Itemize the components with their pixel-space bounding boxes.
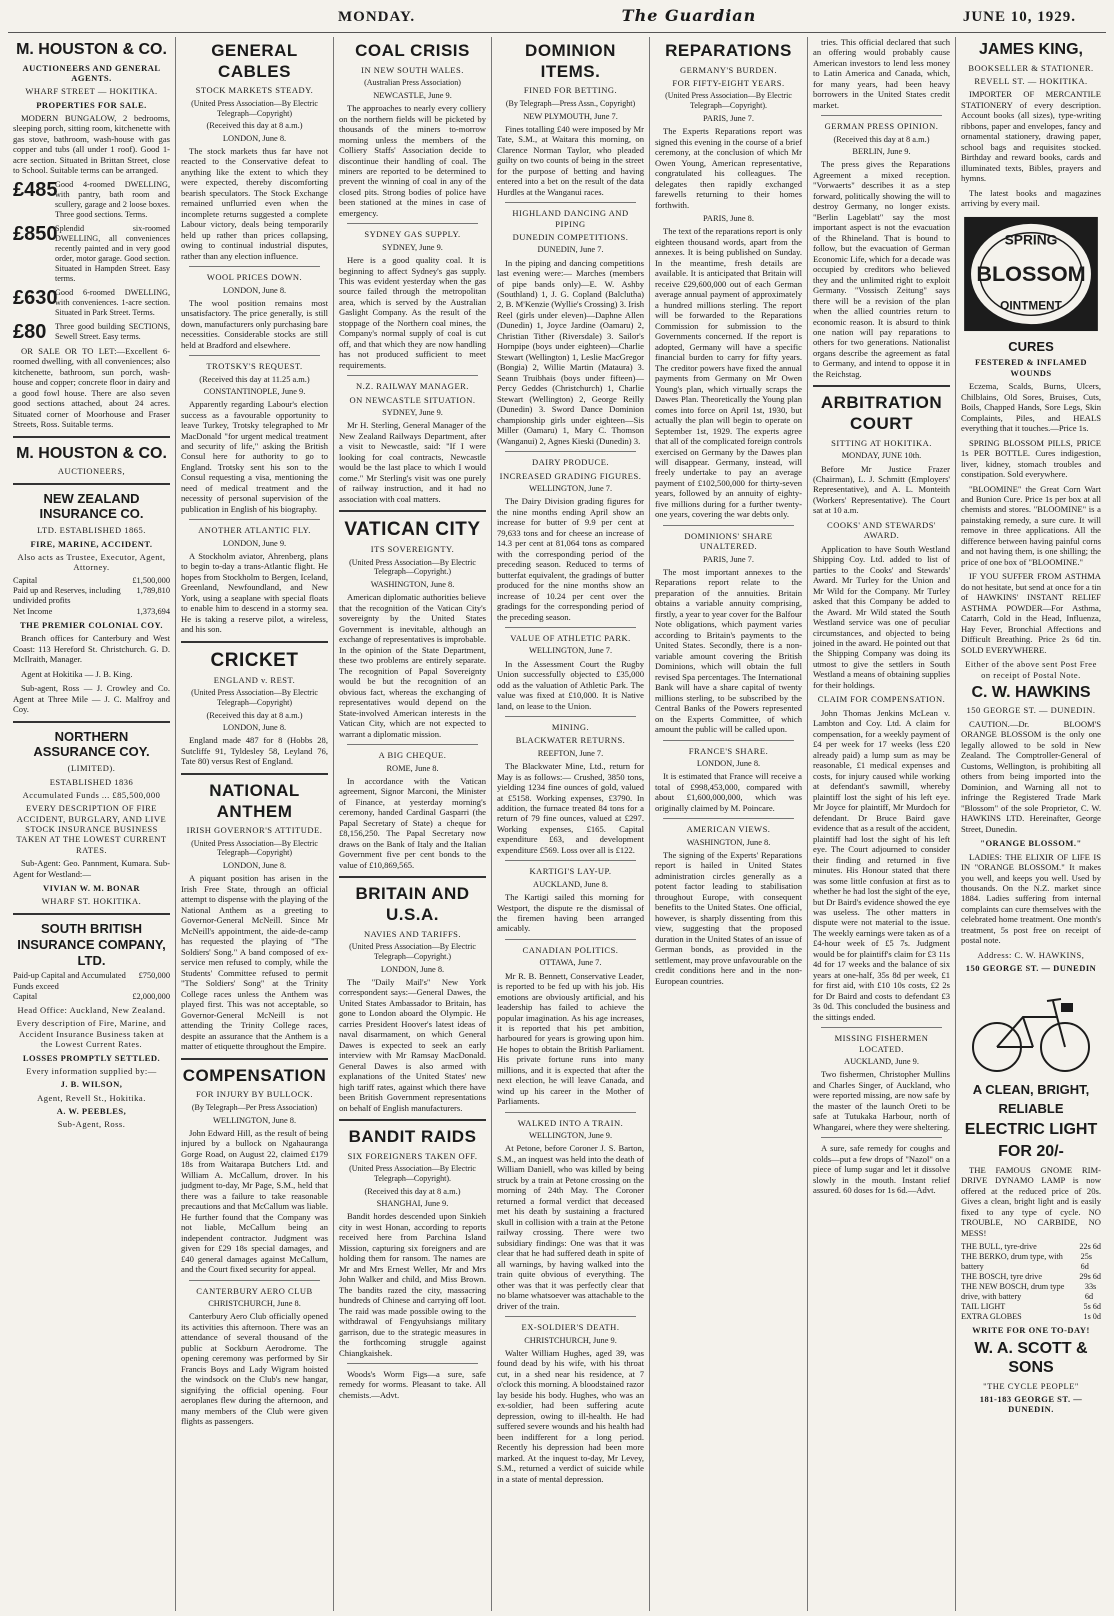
article-text: The approaches to nearly every colliery on the northern fields will be picketed by thousands of the miners to-morrow morning unless the members of the Colliery Staffs' Association decide to discontinue their handling of coal. The miners are reported to be determined to prevent the winning of coal in any of the closed pits. Strong bodies of police have been stationed at the mines in case of emergency.: [339, 103, 486, 218]
bloomine-text: "BLOOMINE" the Great Corn Wart and Bunion Cure. Price 1s per box at all chemists and stores. "BLOOMINE" is a painstaking remedy, a sure cure. It will remove in three applications. All the difference between having painful corns and not having them, is one shilling; the price of one box of "BLOOMINE.": [961, 483, 1101, 567]
price-row: [961, 1242, 1101, 1252]
orange-blossom: "ORANGE BLOSSOM.": [980, 838, 1082, 849]
divider: [821, 1137, 942, 1138]
dateline: CHRISTCHURCH, June 9.: [524, 1335, 617, 1345]
dateline: DUNEDIN, June 7.: [537, 245, 604, 255]
dateline: OTTAWA, June 7.: [539, 958, 602, 968]
subhead: FINED FOR BETTING.: [523, 85, 618, 96]
dateline: CHRISTCHURCH, June 8.: [208, 1298, 301, 1308]
hawkins-name: C. W. HAWKINS: [971, 683, 1091, 701]
divider: [13, 483, 170, 485]
agency-credit: (United Press Association—By Electric Telegraph—Copyright): [191, 838, 318, 858]
subhead: ENGLAND v. REST.: [213, 675, 296, 686]
scott-title: W. A. SCOTT & SONS: [974, 1339, 1088, 1377]
subhead: WALKED INTO A TRAIN.: [517, 1117, 624, 1128]
divider: [505, 860, 636, 861]
article-text: American diplomatic authorities believe that the recognition of the Vatican City's sovereignty by the United States Government is inevitable, although an exchange of representatives is improbable. In the opinion of the State Department, these two problems are entirely separate. The recognition of Papal Sovereignty would be but the recognition of an obvious fact, whereas the exchanging of representatives would depend on the State-involved American interests in the Vatican City, which are not expected to warrant a diplomatic mission.: [339, 592, 486, 739]
finance-row: [13, 607, 170, 617]
price-item: TAIL LIGHT: [961, 1302, 1006, 1312]
subhead: N.Z. RAILWAY MANAGER.: [356, 381, 469, 392]
agency-credit: (United Press Association—By Electric Telegraph—Copyright).: [665, 91, 792, 111]
price-row: [961, 1302, 1101, 1312]
dateline: PARIS, June 7.: [703, 113, 754, 123]
divider: [181, 1058, 328, 1060]
price-value: 1s 0d: [1083, 1312, 1101, 1322]
article-text: Application to have South Westland Shipping Coy. Ltd. added to list of parties to the Cooks' and Stewards' Award. Mr Turley for the Union and Mr Wild for the Company. Mr Turley asked that this Company be added to the Award. Mr Wild stated the South Westland service was one of peculiar circumstances, and objected to being joined in the award. He pointed out that the Shipping Company was doing its utmost to give the settlers in South Westland a means of obtaining supplies for their holdings.: [813, 543, 950, 690]
price-item: THE NEW BOSCH, drum type drive, with battery: [961, 1282, 1065, 1302]
cures-title: CURES: [1008, 338, 1054, 354]
article-text: The Dairy Division grading figures for the nine months ending April show an increase for butter of 9.9 per cent at 79,633 tons and for cheese an increase of 14.3 per cent at 81,064 tons as compared with the corresponding period of the preceding season. Reduced to terms of butterfat equivalent, the gradings of butter produced for the nine months show an increase of 10.24 per cent over the gradings for the corresponding period of the preceding season.: [497, 496, 644, 622]
divider: [347, 223, 478, 224]
article-text: A piquant position has arisen in the Irish Free State, through an official attempt to dispense with the playing of the National Anthem as a greeting to Governor-General McNeill. Since Mr McNeill's appointment, the aide-de-camp has requested the playing of "The Soldiers' Song." A band composed of ex-service men refused to comply, while the Students' Committee refused to permit "The Soldiers' Song" at the Trinity College races unless the Anthem was played first. This was not acceptable, so Governor-General McNeill is not attending the Trinity College races, despite an assurance that the Anthem is a matter of etiquette throughout the Empire.: [181, 873, 328, 1052]
price-item: THE BULL, tyre-drive: [961, 1242, 1037, 1252]
divider: [663, 525, 794, 526]
scott-address: 181-183 GEORGE ST. — DUNEDIN.: [979, 1393, 1083, 1415]
price-item: THE BERKO, drum type, with battery: [961, 1252, 1063, 1272]
spring-blossom-stamp: [961, 215, 1101, 333]
spring-blossom-stamp-icon: [962, 215, 1100, 333]
northern-limited: (LIMITED).: [67, 763, 116, 774]
subhead: COOKS' AND STEWARDS' AWARD.: [827, 519, 936, 541]
northern-established: ESTABLISHED 1836: [49, 776, 134, 787]
divider: [339, 510, 486, 512]
finance-label: Paid up and Reserves, including undivided profits: [13, 586, 121, 606]
divider: [505, 202, 636, 203]
received-line: (Received this day at 8 a.m.): [833, 134, 930, 144]
nz-insurance-kind: FIRE, MARINE, ACCIDENT.: [30, 538, 153, 549]
dateline: SHANGHAI, June 9.: [376, 1198, 449, 1208]
address-line-2: 150 GEORGE ST. — DUNEDIN: [965, 963, 1097, 974]
finance-value: 1,373,694: [136, 606, 170, 616]
divider: [663, 740, 794, 741]
advert-worm-figs: Woods's Worm Figs—a sure, safe remedy for worms. Pleasant to take. All chemists.—Advt.: [339, 1368, 486, 1400]
dateline: WASHINGTON, June 8.: [686, 837, 771, 847]
headline-arbitration-court: ARBITRATION COURT: [820, 393, 943, 434]
subhead: DAIRY PRODUCE.: [531, 457, 610, 468]
finance-row: [13, 576, 170, 586]
headline-bandit-raids: BANDIT RAIDS: [348, 1127, 477, 1147]
article-text: The wool position remains most unsatisfactory. The price generally, is still down, manufacturers only purchasing bare necessities. Considerable stocks are still held at Bradford and elsewhere.: [181, 297, 328, 350]
article-text: The Experts Reparations report was signed this evening in the course of a brief ceremony, at the conclusion of which Mr Owen Young, American representative, congratulated his colleagues. The delegates then rapidly exchanged farewells returning to their homes forthwith.: [655, 126, 802, 210]
price-value: 33s 6d: [1084, 1282, 1097, 1302]
masthead-date: JUNE 10, 1929.: [962, 9, 1076, 25]
houston-title-2: M. HOUSTON & CO.: [16, 444, 167, 462]
headline-dominion-items: DOMINION ITEMS.: [525, 41, 616, 81]
article-text: The most important annexes to the Reparations report relate to the preparation of the annuities. Britain obtains a variable annuity comprising, firstly, a year to year cover for the Balfour Note obligations, which payment varies according to Britain's payments to the United States. Secondly, there is a non-variable amount covering the British Dominions, which will obtain the full revised Spa percentages. The International Bank will have a share capital of twenty millions sterling, to be subscribed by the Central Banks of the Powers represented on the Experts Committee, of which amount the public will be called upon.: [655, 566, 802, 735]
branch-offices: Branch offices for Canterbury and West Coast: 113 Hereford St. Christchurch. G. D. McIlraith, Manager.: [13, 633, 170, 665]
dateline: NEW PLYMOUTH, June 7.: [523, 111, 618, 121]
article-continued: tries. This official declared that such an offering would probably cause American investors to lend less money to Latin America and Canada, which, for many years, had been heavy borrowers in the United States credit market.: [813, 37, 950, 110]
divider: [505, 451, 636, 452]
headline-cricket: CRICKET: [210, 649, 299, 671]
divider: [339, 876, 486, 878]
masthead: [8, 6, 1106, 33]
subhead: IN NEW SOUTH WALES.: [361, 64, 464, 75]
subhead: INCREASED GRADING FIGURES.: [499, 470, 642, 481]
article-text: At Petone, before Coroner J. S. Barton, S.M., an inquest was held into the death of William Daniell, who was killed by being struck by a train at Petone crossing on the morning of 24th May. The Coroner returned a formal verdict that deceased met his death by sustaining a fractured skull in collision with a train at the Petone railway crossing. There were two subsidiary findings: One was that it was clear that he had suffered death in spite of all warnings, by having walked into the train quite obvious of everything. The other was that it was perfectly clear that no blame whatsoever was attachable to the driver of the train.: [497, 1143, 644, 1311]
divider: [189, 1280, 320, 1281]
divider: [181, 773, 328, 775]
listing-2: [13, 224, 170, 284]
houston-address: WHARF STREET — HOKITIKA.: [25, 86, 158, 97]
sbi-description: Every description of Fire, Marine, and Accident Insurance Business taken at the Lowest Current Rates.: [16, 1018, 167, 1050]
dateline: WELLINGTON, June 9.: [528, 1131, 613, 1141]
article-text: A Stockholm aviator, Ahrenberg, plans to begin to-day a trans-Atlantic flight. He hopes from Stockholm to Bergen, Iceland, Greenland, Newfoundland, and New York, using a seaplane with special floats to enable him to descend in a stormy sea. He is taking a reserve pilot, a wireless, and his son.: [181, 550, 328, 635]
subhead: NAVIES AND TARIFFS.: [363, 928, 462, 939]
received-line: (Received this day at 8 a.m.): [206, 121, 303, 131]
bonar-address: WHARF ST. HOKITIKA.: [41, 896, 142, 907]
cures-head: FESTERED & INFLAMED WOUNDS: [975, 357, 1087, 378]
price-row: [961, 1272, 1101, 1282]
south-british-title: SOUTH BRITISH INSURANCE COMPANY, LTD.: [17, 920, 166, 968]
article-text: In the Assessment Court the Rugby Union successfully objected to £35,000 odd as the valuation of Athletic Park. The value was fixed at £10,000. It is Native land, on lease to the Union.: [497, 658, 644, 711]
subhead: A BIG CHEQUE.: [378, 750, 447, 761]
finance-value: 1,789,810: [136, 586, 170, 596]
listing-price: £485: [13, 178, 58, 201]
divider: [821, 115, 942, 116]
nz-insurance-trustee: Also acts as Trustee, Executor, Agent, Attorney.: [17, 552, 166, 573]
listing-1: [13, 180, 170, 220]
headline-britain-usa: BRITAIN AND U.S.A.: [355, 884, 470, 924]
article-text: The "Daily Mail's" New York correspondent says:—General Dawes, the United States Ambassador to Britain, has gone to London aboard the Olympic. He carries President Hoover's latest ideas of naval disarmament, on which General Dawes is expected to seek an early interview with Mr Ramsay MacDonald. General Dawes is also armed with explanations of the United States' new high tariff rates, against which there have been British Government representations on behalf of English manufacturers.: [339, 976, 486, 1113]
scott-role: "THE CYCLE PEOPLE": [983, 1380, 1079, 1391]
subhead: SITTING AT HOKITIKA.: [831, 437, 932, 448]
finance-row: [13, 586, 170, 607]
article-text: It is estimated that France will receive a total of £998,453,000, compared with about £1,600,000,000, which was originally claimed by M. Poincare.: [655, 771, 802, 813]
headline-national-anthem: NATIONAL ANTHEM: [209, 780, 300, 821]
houston-title: M. HOUSTON & CO.: [16, 41, 167, 58]
northern-description: EVERY DESCRIPTION OF FIRE ACCIDENT, BURGLARY, AND LIVE STOCK INSURANCE BUSINESS TAKEN AT THE LOWEST CURRENT RATES.: [16, 803, 167, 855]
listing-text: Good 4-roomed DWELLING, with pantry, bath room and scullery, garage and 2 loose boxes. Three good sections. Terms.: [55, 179, 170, 219]
subhead: BLACKWATER RETURNS.: [515, 735, 626, 746]
finance-row: [13, 971, 170, 992]
divider: [181, 641, 328, 643]
sbi-agent-1: J. B. WILSON,: [60, 1079, 123, 1090]
dateline: LONDON, June 8.: [380, 964, 445, 974]
divider: [505, 716, 636, 717]
sbi-agent-2-address: Sub-Agent, Ross.: [57, 1119, 126, 1130]
subhead: CLAIM FOR COMPENSATION.: [817, 694, 946, 705]
divider: [347, 375, 478, 376]
northern-title: NORTHERN ASSURANCE COY.: [33, 728, 150, 760]
article-text: Mr R. B. Bennett, Conservative Leader, is reported to be fed up with his job. His emotions are obviously artificial, and his leadership has failed to achieve the popular imagination. As his age increases, it is reported that his pet ambition, harboured for years is growing upon him. He hopes to obtain the British Parliament. His private fortune runs into many millions, and it is expected that after the next election, he will leave Canada, and wind up his career in the Mother of Parliaments.: [497, 970, 644, 1107]
divider: [347, 1363, 478, 1364]
divider: [13, 913, 170, 915]
price-value: 5s 6d: [1083, 1302, 1101, 1312]
nz-insurance-title: NEW ZEALAND INSURANCE CO.: [39, 490, 144, 522]
dateline: LONDON, June 8.: [222, 861, 287, 871]
listing-text: Splendid six-roomed DWELLING, all conveniences recently painted and in very good order, motor garage. Good section. Situated in Hampden Street. Easy terms.: [55, 223, 170, 283]
divider: [189, 266, 320, 267]
price-item: THE BOSCH, tyre drive: [961, 1272, 1042, 1282]
divider: [339, 1119, 486, 1121]
write-today: WRITE FOR ONE TO-DAY!: [972, 1325, 1090, 1336]
houston-role-2: AUCTIONEERS,: [57, 466, 126, 477]
subhead: EX-SOLDIER'S DEATH.: [521, 1322, 620, 1333]
dateline: MONDAY, JUNE 10th.: [841, 451, 922, 461]
agency-credit: (United Press Association—By Electric Telegraph—Copyright): [191, 688, 318, 708]
light-head-2: RELIABLE: [998, 1100, 1064, 1116]
article-text: The Blackwater Mine, Ltd., return for May is as follows:— Crushed, 3850 tons, yielding 1234 fine ounces of gold, valued at £5158. Working expenses, £3790. In addition, the furnace treated 84 tons for a return of 79 fine ounces, valued at £297. Working expenses, £165. Capital expenditure £63, and development expenditure £569. Loss over all is £122.: [497, 761, 644, 855]
listing-4: [13, 322, 170, 342]
agency-credit: (By Telegraph—Press Assn., Copyright): [505, 98, 636, 108]
column-3: [334, 37, 492, 1611]
agency-credit: (United Press Association—By Electric Telegraph—Copyright).: [349, 1164, 476, 1183]
bonar-name: VIVIAN W. M. BONAR: [42, 883, 141, 894]
headline-reparations: REPARATIONS: [665, 41, 792, 60]
nz-insurance-est: LTD. ESTABLISHED 1865.: [37, 525, 146, 536]
divider: [13, 721, 170, 723]
columns: [8, 37, 1106, 1611]
subhead: VALUE OF ATHLETIC PARK.: [510, 633, 631, 644]
sbi-supply: Every information supplied by:—: [26, 1065, 157, 1076]
subhead: MINING.: [551, 722, 590, 733]
listing-text: Three good building SECTIONS, Sewell Street. Easy terms.: [55, 321, 170, 341]
king-text: IMPORTER OF MERCANTILE STATIONERY of every description. Account books (all sizes), type-writing ribbons, paper and envelopes, fancy and ornamental stationery, drawing paper, school bags and requisites stocked. Birthday and reward books, cards and illuminated texts, Bibles, prayers and hymns.: [961, 89, 1101, 184]
article-text: Canterbury Aero Club officially opened its activities this afternoon. There was an attendance of several thousand of the public at Sockburn Aerodrome. The opening ceremony was performed by Sir Francis Boys and Lady Wigram hoisted the windsock on the Club's new hangar, signifying the official opening. Four aeroplanes flew during the afternoon, and many members of the Club were given flights as passengers.: [181, 1311, 328, 1426]
subhead: TROTSKY'S REQUEST.: [206, 361, 303, 372]
article-text: John Edward Hill, as the result of being injured by a bullock on Ngahauranga Gorge Road, on August 22, claimed £179 18s from Waitarapa Butchers Ltd. and William A. McCallum, drover. In his judgment to-day, Mr Page, S.M., held that there was a failure to take reasonable precautions and that McCallum was liable. He further found that the Company was not liable, McCallum being an independent contractor. Judgment was given for £29 18s special damages, and £40 general damages against McCallum, and the Court fixed security for appeal.: [181, 1127, 329, 1275]
article-text: Bandit hordes descended upon Sinkieh city in west Honan, according to reports received here from Parchina Island Mission, capturing six foreigners and are holding them for ransom. The names are Mr and Mrs Ernest Weller, Mr and Mrs John Walker and child, and Miss Brown. The bandits razed the city, massacring hundreds of Chinese and carrying off loot. The raid was made possible owing to the withdrawal of Fengyuhsiangs military garrison, due to the strategic measures in the forthcoming struggle against Chiangkaishek.: [339, 1211, 486, 1358]
column-4: [492, 37, 650, 1611]
listing-text: Good 6-roomed DWELLING, with conveniences. 1-acre section. Situated in Park Street. Terms.: [55, 287, 170, 317]
agency-credit: (Australian Press Association): [364, 78, 461, 88]
finance-value: £750,000: [138, 971, 170, 981]
headline-coal-crisis: COAL CRISIS: [355, 41, 470, 60]
article-text: Apparently regarding Labour's election success as a favourable opportunity to leave Turkey, Trotsky telegraphed to Mr MacDonald "for urgent medical treatment and security of life," asking the British Consul here for authority to go to England. Trotsky sent his son to the Consul requesting a visa, mentioning the need of medical treatment and the necessity of personal supervision of the publication in English of his biography.: [181, 399, 328, 514]
cures-text: Eczema, Scalds, Burns, Ulcers, Chilblains, Old Sores, Bruises, Cuts, Boils, Chapped Hands, Sore Legs, Skin Complaints, Piles, and HEALS everything that it touches.—Price 1s.: [961, 381, 1101, 434]
received-line: (Received this day at 11.25 a.m.): [199, 374, 310, 384]
divider: [663, 818, 794, 819]
price-value: 22s 6d: [1079, 1242, 1101, 1252]
article-text: Mr H. Sterling, General Manager of the New Zealand Railways Department, after a visit to Newcastle, said: "If I were looking for coal contracts, Newcastle would be the last place to which I would come." Mr Sterling's visit was one purely of railway instruction, and it had no association with coal matters.: [339, 420, 486, 504]
divider: [505, 627, 636, 628]
subhead: ANOTHER ATLANTIC FLY.: [198, 525, 311, 536]
subhead: WOOL PRICES DOWN.: [206, 272, 303, 283]
divider: [347, 744, 478, 745]
column-5: [650, 37, 808, 1611]
article-text: In the piping and dancing competitions last evening were:— Marches (members of pipe bands only)—E. W. Ashby (Southland) 1, J. G. Copland (Balclutha) 2, B. M'Kenzie (Wyllie's Crossing) 3. Irish Reel (girls under eleven)—Daphne Allen (Dunedin) 1, Joyce Jardine (Oamaru) 2, Christian Tither (Riversdale) 3. Sailor's Hornpipe (boys under eighteen)—Charlie Stewart (Wellington) 1, Leslie MacGregor (Bongia) 2, Willie Martin (Mataura) 3. Seann Truibhais (boys under fifteen)—Percy Geddes (Christchurch) 1, Charlie Stewart (Wellington) 2, George Reilly (Dunedin) 3. Sword Dance Dominion championship girls under eighteen—Sis Miller (Oamaru) 1, Mary C. Thomson (Wanganui) 2, Agnes Kieski (Dunedin) 3.: [497, 257, 644, 446]
received-line: (Received this day at 8 a.m.): [206, 710, 303, 720]
address-line: Address: C. W. HAWKINS,: [977, 949, 1085, 960]
advert-nazol: A sure, safe remedy for coughs and colds—put a few drops of "Nazol" on a piece of lump sugar and let it dissolve slowly in the mouth. Instant relief assured. 60 doses for 1s 6d.—Advt.: [813, 1143, 950, 1196]
article-text: The signing of the Experts' Reparations report is hailed in United States administration circles generally as a potent factor leading to stabilisation throughout Europe, with consequent benefits to the United States. One official, however, is sharply dissenting from this view, suggesting that the proposed duration in the United States of an issue of German bonds, as provided in the settlement, may prove unfavourable on the credit conditions here and in the non-European countries.: [655, 849, 803, 986]
divider: [189, 519, 320, 520]
price-row: [961, 1252, 1101, 1272]
price-value: 29s 6d: [1079, 1272, 1101, 1282]
agent-hokitika: Agent at Hokitika — J. B. King.: [21, 668, 133, 679]
bungalow-listing: MODERN BUNGALOW, 2 bedrooms, sleeping porch, sitting room, kitchenette with gas stove, bathroom, wash-house with gas copper and tubs (all under 1 roof). Good 1-acre section. Situated in Brittan Street, close to School. Suitable terms can be arranged.: [13, 112, 170, 176]
king-role: BOOKSELLER & STATIONER.: [968, 62, 1094, 73]
subhead: FOR INJURY BY BULLOCK.: [195, 1089, 314, 1100]
subhead: DOMINIONS' SHARE UNALTERED.: [684, 530, 773, 552]
subhead: SYDNEY GAS SUPPLY.: [364, 229, 461, 240]
column-7: [956, 37, 1106, 1611]
article-text: The stock markets thus far have not reacted to the Conservative defeat to anything like the extent to which they were expected, thereby discomforting bearish speculators. The Stock Exchange remained unflurried even when the incomplete returns suggested a complete Labour victory, deals being temporarily held up rather than prices collapsing, owing to continual industrial disputes, rather than any election influence.: [181, 145, 328, 261]
bicycle-lamp-illustration: [961, 977, 1101, 1079]
subhead: CANADIAN POLITICS.: [522, 944, 619, 955]
divider: [13, 436, 170, 438]
subhead: DUNEDIN COMPETITIONS.: [512, 231, 629, 242]
article-text: Walter William Hughes, aged 39, was found dead by his wife, with his throat cut, in a shed near his residence, at 7 o'clock this morning. A bloodstained razor lay beside his body. Hughes, who was an ex-soldier, had been suffering acute depression, owing to ill-health. He had suffered severe wounds and his health had been indifferent for a long period. Recently his depression had been more marked. At the inquest to-day, Mr Levey, S.M., returned a verdict of suicide while in a state of mental depression.: [497, 1347, 644, 1484]
masthead-day: MONDAY.: [338, 9, 416, 25]
article-text: Two fishermen, Christopher Mullins and Charles Singer, of Auckland, who were reported missing, are now safe by the master of the launch Oreti to be safe at Tutukaka Harbour, north of Whangarei, where they were sheltering.: [813, 1069, 950, 1132]
masthead-paper-name: The Guardian: [621, 6, 757, 25]
northern-agents: Sub-Agent: Geo. Pannment, Kumara. Sub-Agent for Westland:—: [13, 858, 170, 879]
dateline: SYDNEY, June 9.: [382, 242, 443, 252]
dateline: AUCKLAND, June 9.: [844, 1057, 919, 1067]
asthma-text: IF YOU SUFFER FROM ASTHMA do not hesitate, but send at once for a tin of HAWKINS' INSTANT RELIEF ASTHMA POWDER—For Asthma, Catarrh, Cold in the Head, Influenza, Hay Fever, Bronchial Affections and Difficult Breathing. Price 2s 6d tin. SOLD EVERYWHERE.: [961, 571, 1101, 655]
dateline: WASHINGTON, June 8.: [370, 580, 455, 590]
sbi-agent-2: A. W. PEEBLES,: [56, 1106, 127, 1116]
sbi-head-office: Head Office: Auckland, New Zealand.: [17, 1005, 166, 1016]
ladies-text: LADIES: THE ELIXIR OF LIFE IS IN "ORANGE BLOSSOM." It makes you well, and keeps you well. Used by thousands. On the N.Z. market since 1884. Ladies suffering from internal complaints can cure themselves with the celebrated home treatment. One month's treatment, 5s post free on receipt of postal note.: [961, 851, 1101, 946]
light-head-1: A CLEAN, BRIGHT,: [972, 1082, 1090, 1098]
article-text: England made 487 for 8 (Hobbs 28, Sutcliffe 91, Tyldesley 58, Leyland 76, Tate 80) versus Rest of England.: [181, 735, 328, 767]
headline-vatican-city: VATICAN CITY: [344, 519, 481, 541]
article-text: The Kartigi sailed this morning for Westport, the dispute re the dismissal of the firemen having been arranged amicably.: [497, 892, 644, 934]
subhead: GERMAN PRESS OPINION.: [824, 121, 939, 132]
column-1: [8, 37, 176, 1611]
price-value: 25s 6d: [1080, 1252, 1092, 1272]
article-text: In accordance with the Vatican agreement, Signor Marconi, the Minister of Finance, at yesterday morning's ceremony, handed Cardinal Gasparri (the Papal Secretary of State) a cheque for £8,156,250. The Papal Secretary now draws on the Bank of Italy and the Italian Government five per cent bonds to the value of £10,869,565.: [339, 775, 486, 870]
dateline: LONDON, June 9.: [222, 538, 287, 548]
lamp-price-list: [961, 1242, 1101, 1322]
asthma-post: Either of the above sent Post Free on receipt of Postal Note.: [965, 659, 1097, 680]
article-text: John Thomas Jenkins McLean v. Lambton and Coy. Ltd. A claim for compensation, for a weekly payment of £4 per week for 17 weeks (less £20 already paid) a lump sum as may be reasonable, £1 medical expenses and costs, for injury caused while working at defendant's sawmill, whereby plaintiff lost the sight of his left eye. Mr Joyce for plaintiff, Mr Murdoch for defendant. Dr Bruce Baird gave evidence that as a result of the accident, plaintiff had lost the sight of his left eye. The Court adjourned to consider their finding and returned in five minutes. His Honour stated that there was some little confusion at first as to whether he had lost the sight of the eye, but Dr Baird's evidence showed the eye was useless. The other matters in dispute were not material to the issue. The weekly earnings were taken as of a £4-hour week of £5 7s. Judgment would be for plaintiff's claim for £3 11s 4d for 17 weeks and the balance of six years at one-half, 35s 8d per week, £1 for first aid, with £10 10s costs, £2 2s for Dr Baird and costs to defendant £3 3s 0d. This concluded the business and the sittings ended.: [813, 707, 950, 1022]
dateline: WELLINGTON, June 7.: [528, 646, 613, 656]
subhead: HIGHLAND DANCING AND PIPING: [512, 208, 629, 229]
dateline: LONDON, June 8.: [222, 285, 287, 295]
houston-role: AUCTIONEERS AND GENERAL AGENTS.: [22, 62, 161, 83]
subhead: ON NEWCASTLE SITUATION.: [349, 394, 476, 405]
dateline: ROME, June 8.: [386, 763, 439, 773]
headline-compensation: COMPENSATION: [182, 1065, 327, 1085]
subhead: STOCK MARKETS STEADY.: [195, 85, 314, 96]
stamp-top-text: SPRING: [1004, 232, 1058, 248]
finance-value: £2,000,000: [132, 991, 170, 1001]
article-text: The text of the reparations report is only eighteen thousand words, apart from the annexes. It is being published on Sunday. In the meantime, fresh details are available. It is anticipated that Britain will receive £29,600,000 out of each German average annual payment of approximately a hundred millions sterling. The report will be forwarded to the Reparations Commission for submission to the Governments concerned. If the report is adopted, Germany will have a specific financial burden to carry for fifty years. The creditor powers have fixed the annual payments from Germany on Mr Owen Young's plan, which virtually scraps the Dawes Plan. Theoretically the Young plan comes into force on April 1st, 1930, but actually the plan will begin to operate on September 1st, 1929. The experts agree that all of the complicated foreign controls exercised on Germany by the Dawes plan will disappear. Germany, instead, will freely undertake to pay an average payment of £102,500,000 for thirty-seven years, followed by an annuity of eighty-five millions during for a further twenty-one years, covering the war debts only.: [655, 226, 802, 520]
price-row: [961, 1312, 1101, 1322]
king-note: The latest books and magazines arriving by every mail.: [961, 187, 1101, 209]
agency-credit: (By Telegraph—Per Press Association): [191, 1102, 318, 1112]
dateline: PARIS, June 8.: [703, 214, 754, 224]
subhead: MISSING FISHERMEN LOCATED.: [834, 1033, 929, 1054]
subhead: FRANCE'S SHARE.: [688, 745, 769, 756]
headline-general-cables: GENERAL CABLES: [211, 41, 298, 81]
dateline: WELLINGTON, June 7.: [528, 483, 613, 493]
divider: [505, 1316, 636, 1317]
sub-agents: Sub-agent, Ross — J. Crowley and Co. Agent at Three Mile — J. C. Malfroy and Coy.: [13, 683, 170, 715]
dateline: CONSTANTINOPLE, June 9.: [203, 386, 306, 396]
divider: [505, 1112, 636, 1113]
sbi-losses: LOSSES PROMPTLY SETTLED.: [22, 1052, 161, 1063]
stamp-bottom-text: OINTMENT: [1000, 297, 1062, 312]
premier-colonial: THE PREMIER COLONIAL COY.: [19, 619, 163, 630]
article-text: Here is a good quality coal. It is beginning to affect Sydney's gas supply. This was evident yesterday when the gas source failed through the metropolitan area, which is served by the Australian Gaslight Company. As the result of the stoppage of the Northern coal mines, the Company's normal supply of coal is cut off, and that which they are now handling has not produced sufficient to meet requirements.: [339, 255, 486, 370]
king-title: JAMES KING,: [978, 41, 1083, 58]
caution-text: CAUTION.—Dr. BLOOM'S ORANGE BLOSSOM is the only one legally allowed to be sold in New Zealand. The Comptroller-General of Customs, Wellington, is prohibiting all others from being imported into the Dominion, and Warning all not to infringe the Registered Trade Mark "Blossom" of the sole Proprietor, C. W. HAWKINS LTD. Hereinafter, George Street, Dunedin.: [961, 718, 1101, 834]
northern-funds: Accumulated Funds ... £85,500,000: [22, 789, 161, 800]
sbi-agent-1-address: Agent, Revell St., Hokitika.: [37, 1092, 146, 1103]
subhead: IRISH GOVERNOR'S ATTITUDE.: [186, 825, 323, 836]
article-text: The press gives the Reparations Agreement a mixed reception. "Vorwaerts" describes it as a step forward, politically showing the will to destroy Germany, no longer exists. "Berlin Lageblatt" say the most important aspect is not the evacuation of the Rhineland. That is bound to follow, but the evacuation of German Economic Life, which for a decade was occupied by creditors who believed they and the unlimited right to exploit Germany. "Vossisch Zeitung" says there will be a revision of the plan when the allied countries return to economic reason. It is absurd to think one nation will pay reparations to others for two generations. Nationalist organs describe the agreement as fatal to Germany, and intend to oppose it in the Reichstag.: [813, 159, 950, 379]
column-2: [176, 37, 334, 1611]
price-row: [961, 1282, 1101, 1302]
divider: [821, 1027, 942, 1028]
divider: [813, 385, 950, 387]
agency-credit: (United Press Association—By Electric Telegraph—Copyright): [191, 98, 318, 118]
finance-value: £1,500,000: [132, 575, 170, 585]
finance-label: Capital: [13, 575, 38, 585]
king-address: REVELL ST. — HOKITIKA.: [974, 75, 1088, 86]
finance-row: [13, 992, 170, 1002]
subhead: FOR FIFTY-EIGHT YEARS.: [672, 78, 785, 89]
light-head-4: FOR 20/-: [998, 1143, 1064, 1161]
dateline: WELLINGTON, June 8.: [212, 1115, 297, 1125]
dateline: PARIS, June 7.: [703, 554, 754, 564]
column-6: [808, 37, 956, 1611]
dateline: LONDON, June 8.: [222, 133, 287, 143]
article-text: Before Mr Justice Frazer (Chairman), L. J. Schmitt (Employers' Representative), and A. L. Monteith (Workers' Representative). The Court sat at 10 a.m.: [813, 463, 950, 516]
agency-credit: (United Press Association—By Electric Telegraph—Copyright.): [349, 557, 476, 577]
finance-label: Capital: [13, 991, 38, 1001]
dateline: BERLIN, June 9.: [852, 147, 911, 156]
sale-heading: PROPERTIES FOR SALE.: [36, 99, 147, 110]
stamp-mid-text: BLOSSOM: [976, 260, 1086, 286]
received-line: (Received this day at 8 a.m.): [364, 1186, 461, 1196]
divider: [189, 355, 320, 356]
listing-price: £80: [13, 320, 47, 343]
light-text: THE FAMOUS GNOME RIM-DRIVE DYNAMO LAMP is now offered at the reduced price of 20s. Gives a clean, bright light and is easily fixed to any type of cycle. NO TROUBLE, NO CARBIDE, NO MESS!: [961, 1164, 1101, 1238]
dateline: LONDON, June 8.: [222, 723, 287, 733]
subhead: AMERICAN VIEWS.: [686, 824, 771, 835]
subhead: CANTERBURY AERO CLUB: [196, 1285, 313, 1296]
hawkins-address: 150 GEORGE ST. — DUNEDIN.: [966, 705, 1096, 716]
dateline: SYDNEY, June 9.: [382, 408, 443, 418]
bicycle-icon: [961, 977, 1101, 1077]
pills-text: SPRING BLOSSOM PILLS, PRICE 1s PER BOTTLE. Cures indigestion, liver, kidney, stomach troubles and constipation. Sold everywhere.: [961, 437, 1101, 480]
divider: [505, 939, 636, 940]
finance-label: Net Income: [13, 606, 53, 616]
listing-3: [13, 288, 170, 318]
dateline: LONDON, June 8.: [696, 758, 761, 768]
subhead: SIX FOREIGNERS TAKEN OFF.: [347, 1150, 478, 1161]
dateline: REEFTON, June 7.: [537, 748, 604, 758]
listing-price: £630: [13, 286, 58, 309]
light-head-3: ELECTRIC LIGHT: [964, 1120, 1098, 1138]
listing-price: £850: [13, 222, 58, 245]
article-text: Fines totalling £40 were imposed by Mr Tate, S.M., at Waitara this morning, on Clarence Norman Taylor, who pleaded guilty on two counts of being in the street for the purpose of betting and having entered into a bet on the result of the data Hurdles at the Wanganui races.: [497, 123, 644, 197]
dateline: AUCKLAND, June 8.: [533, 879, 608, 889]
sale-or-let: OR SALE OR TO LET:—Excellent 6-roomed dwelling, with all conveniences; also kitchenette, bathroom, sun porch, wash-house and copper; concrete floor in dairy and a good fowl house. There are also seven good sections attached, about 24 acres. Situated corner of Moorhouse and Fraser Streets, Ross. Suitable terms.: [13, 345, 170, 430]
price-item: EXTRA GLOBES: [961, 1312, 1022, 1322]
subhead: GERMANY'S BURDEN.: [680, 64, 777, 75]
finance-label: Paid-up Capital and Accumulated Funds exceed: [13, 971, 126, 991]
subhead: ITS SOVEREIGNTY.: [370, 544, 455, 555]
agency-credit: (United Press Association—By Electric Telegraph—Copyright.): [349, 942, 476, 961]
dateline: NEWCASTLE, June 9.: [373, 90, 452, 100]
subhead: KARTIGI'S LAY-UP.: [529, 866, 612, 877]
